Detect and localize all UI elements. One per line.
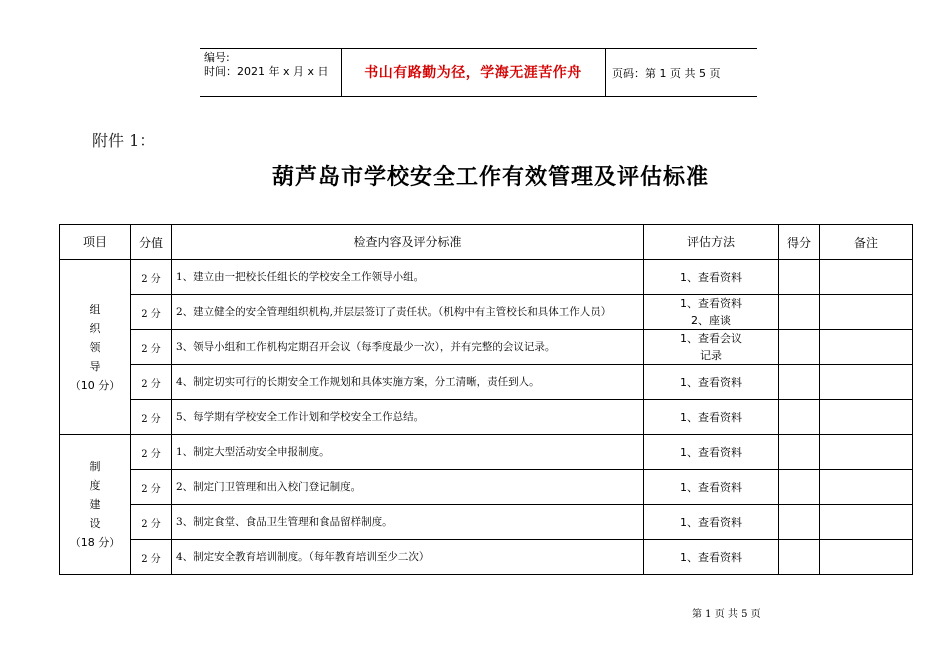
score-cell: 2 分 bbox=[131, 540, 172, 575]
category-char: 度 bbox=[89, 479, 101, 492]
evaluation-table bbox=[59, 224, 913, 575]
category-char: 领 bbox=[89, 340, 101, 354]
header-method: 评估方法 bbox=[644, 225, 779, 260]
method-cell bbox=[644, 400, 779, 435]
category-char: 制 bbox=[89, 460, 101, 473]
category-char: 织 bbox=[89, 321, 101, 335]
note-cell[interactable] bbox=[820, 505, 913, 540]
table-row bbox=[60, 295, 913, 330]
content-cell: 3、领导小组和工作机构定期召开会议（每季度最少一次），并有完整的会议记录。 bbox=[172, 330, 644, 365]
header-motto: 书山有路勤为径，学海无涯苦作舟 bbox=[364, 65, 582, 81]
category-points: （18 分） bbox=[69, 536, 121, 549]
method-cell bbox=[644, 470, 779, 505]
note-cell[interactable] bbox=[820, 330, 913, 365]
header-meta bbox=[204, 51, 329, 79]
score-cell: 2 分 bbox=[131, 400, 172, 435]
category-points: （10 分） bbox=[69, 378, 121, 392]
method-cell bbox=[644, 295, 779, 330]
method-line: 1、查看资料 bbox=[680, 550, 742, 564]
note-cell[interactable] bbox=[820, 470, 913, 505]
category-cell-organization bbox=[60, 260, 131, 435]
table-row bbox=[60, 470, 913, 505]
score-cell: 2 分 bbox=[131, 470, 172, 505]
score-cell: 2 分 bbox=[131, 435, 172, 470]
score-got-cell[interactable] bbox=[779, 470, 820, 505]
category-char: 导 bbox=[89, 359, 101, 373]
content-cell: 5、每学期有学校安全工作计划和学校安全工作总结。 bbox=[172, 400, 644, 435]
category-char: 设 bbox=[89, 517, 101, 530]
note-cell[interactable] bbox=[820, 540, 913, 575]
header-page-info: 页码：第 1 页 共 5 页 bbox=[612, 67, 721, 80]
score-cell: 2 分 bbox=[131, 505, 172, 540]
time-label: 时间：2021 年 x 月 x 日 bbox=[204, 65, 329, 78]
category-cell-system bbox=[60, 435, 131, 575]
score-got-cell[interactable] bbox=[779, 365, 820, 400]
table-row bbox=[60, 540, 913, 575]
note-cell[interactable] bbox=[820, 400, 913, 435]
score-got-cell[interactable] bbox=[779, 540, 820, 575]
method-line: 1、查看资料 bbox=[680, 270, 742, 284]
content-cell: 3、制定食堂、食品卫生管理和食品留样制度。 bbox=[172, 505, 644, 540]
table-row bbox=[60, 330, 913, 365]
note-cell[interactable] bbox=[820, 260, 913, 295]
table-row bbox=[60, 365, 913, 400]
category-char: 组 bbox=[89, 302, 101, 316]
content-cell: 4、制定安全教育培训制度。（每年教育培训至少二次） bbox=[172, 540, 644, 575]
score-got-cell[interactable] bbox=[779, 505, 820, 540]
header-content: 检查内容及评分标准 bbox=[172, 225, 644, 260]
method-line: 1、查看资料 bbox=[680, 445, 742, 459]
note-cell[interactable] bbox=[820, 295, 913, 330]
attachment-label: 附件 1： bbox=[92, 131, 156, 150]
method-line: 1、查看会议 bbox=[680, 332, 742, 345]
content-cell: 1、制定大型活动安全申报制度。 bbox=[172, 435, 644, 470]
method-cell bbox=[644, 435, 779, 470]
score-got-cell[interactable] bbox=[779, 295, 820, 330]
method-line: 1、查看资料 bbox=[680, 515, 742, 529]
table-row bbox=[60, 435, 913, 470]
method-line: 1、查看资料 bbox=[680, 375, 742, 389]
score-got-cell[interactable] bbox=[779, 400, 820, 435]
score-cell: 2 分 bbox=[131, 330, 172, 365]
note-cell[interactable] bbox=[820, 365, 913, 400]
document-title: 葫芦岛市学校安全工作有效管理及评估标准 bbox=[272, 165, 710, 190]
method-cell bbox=[644, 505, 779, 540]
content-cell: 2、建立健全的安全管理组织机构,并层层签订了责任状。（机构中有主管校长和具体工作人员） bbox=[172, 295, 644, 330]
method-line: 1、查看资料 bbox=[680, 410, 742, 424]
score-cell: 2 分 bbox=[131, 295, 172, 330]
method-cell bbox=[644, 540, 779, 575]
score-got-cell[interactable] bbox=[779, 330, 820, 365]
method-cell bbox=[644, 330, 779, 365]
content-cell: 4、制定切实可行的长期安全工作规划和具体实施方案，分工清晰，责任到人。 bbox=[172, 365, 644, 400]
content-cell: 1、建立由一把校长任组长的学校安全工作领导小组。 bbox=[172, 260, 644, 295]
method-cell bbox=[644, 260, 779, 295]
method-line: 2、座谈 bbox=[691, 314, 731, 327]
header-score: 分值 bbox=[131, 225, 172, 260]
header-note: 备注 bbox=[820, 225, 913, 260]
method-line: 记录 bbox=[700, 349, 722, 362]
header-item: 项目 bbox=[60, 225, 131, 260]
page-footer: 第 1 页 共 5 页 bbox=[692, 609, 761, 620]
header-got: 得分 bbox=[779, 225, 820, 260]
table-row bbox=[60, 505, 913, 540]
number-label: 编号: bbox=[204, 51, 230, 64]
score-cell: 2 分 bbox=[131, 260, 172, 295]
content-cell: 2、制定门卫管理和出入校门登记制度。 bbox=[172, 470, 644, 505]
category-char: 建 bbox=[89, 498, 101, 511]
method-cell bbox=[644, 365, 779, 400]
method-line: 1、查看资料 bbox=[680, 297, 742, 310]
header-bottom-rule bbox=[200, 96, 757, 97]
method-line: 1、查看资料 bbox=[680, 480, 742, 494]
table-row bbox=[60, 400, 913, 435]
table-row bbox=[60, 260, 913, 295]
score-got-cell[interactable] bbox=[779, 260, 820, 295]
score-cell: 2 分 bbox=[131, 365, 172, 400]
note-cell[interactable] bbox=[820, 435, 913, 470]
table-header-row bbox=[60, 225, 913, 260]
score-got-cell[interactable] bbox=[779, 435, 820, 470]
